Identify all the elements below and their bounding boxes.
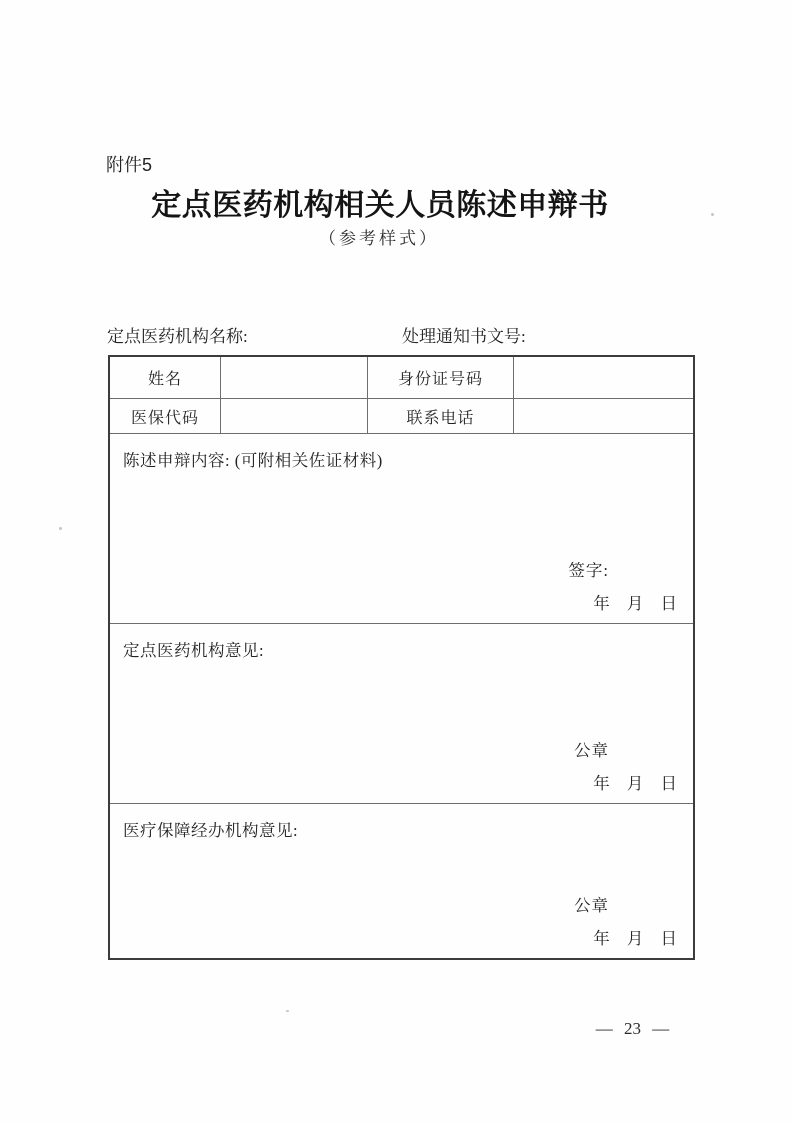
org-opinion-section bbox=[110, 623, 693, 803]
org-opinion-label: 定点医药机构意见: bbox=[123, 641, 265, 660]
title-block bbox=[0, 180, 760, 224]
subtitle-block bbox=[0, 224, 758, 249]
phone-value-cell bbox=[514, 399, 693, 434]
insurance-code-label-cell: 医保代码 bbox=[110, 399, 221, 434]
scan-speck bbox=[711, 213, 714, 216]
page-number: — 23 — bbox=[595, 1019, 670, 1038]
page-title: 定点医药机构相关人员陈述申辩书 bbox=[151, 189, 609, 222]
agency-seal-label: 公章 bbox=[574, 896, 609, 915]
insurance-code-value-cell bbox=[221, 399, 368, 434]
org-seal-label: 公章 bbox=[574, 741, 609, 760]
agency-date-line: 年 月 日 bbox=[593, 929, 677, 948]
statement-section bbox=[110, 434, 693, 623]
scan-speck bbox=[59, 527, 62, 530]
info-grid bbox=[110, 357, 693, 434]
form-table bbox=[108, 355, 695, 960]
notice-no-label: 处理通知书文号: bbox=[402, 327, 526, 346]
page-subtitle: （参考样式） bbox=[319, 229, 439, 248]
org-name-label: 定点医药机构名称: bbox=[107, 327, 248, 346]
name-value-cell bbox=[221, 357, 368, 399]
agency-opinion-section bbox=[110, 803, 693, 958]
id-number-value-cell bbox=[514, 357, 693, 399]
name-label-cell: 姓名 bbox=[110, 357, 221, 399]
signature-label: 签字: bbox=[568, 561, 609, 580]
agency-opinion-label: 医疗保障经办机构意见: bbox=[123, 821, 299, 840]
phone-label-cell: 联系电话 bbox=[368, 399, 514, 434]
scan-speck bbox=[286, 1010, 289, 1012]
statement-date-line: 年 月 日 bbox=[593, 594, 677, 613]
id-number-label-cell: 身份证号码 bbox=[368, 357, 514, 399]
attachment-label: 附件5 bbox=[106, 155, 153, 175]
org-date-line: 年 月 日 bbox=[593, 774, 677, 793]
statement-section-label: 陈述申辩内容: (可附相关佐证材料) bbox=[123, 451, 383, 470]
header-fields-row bbox=[0, 322, 793, 344]
